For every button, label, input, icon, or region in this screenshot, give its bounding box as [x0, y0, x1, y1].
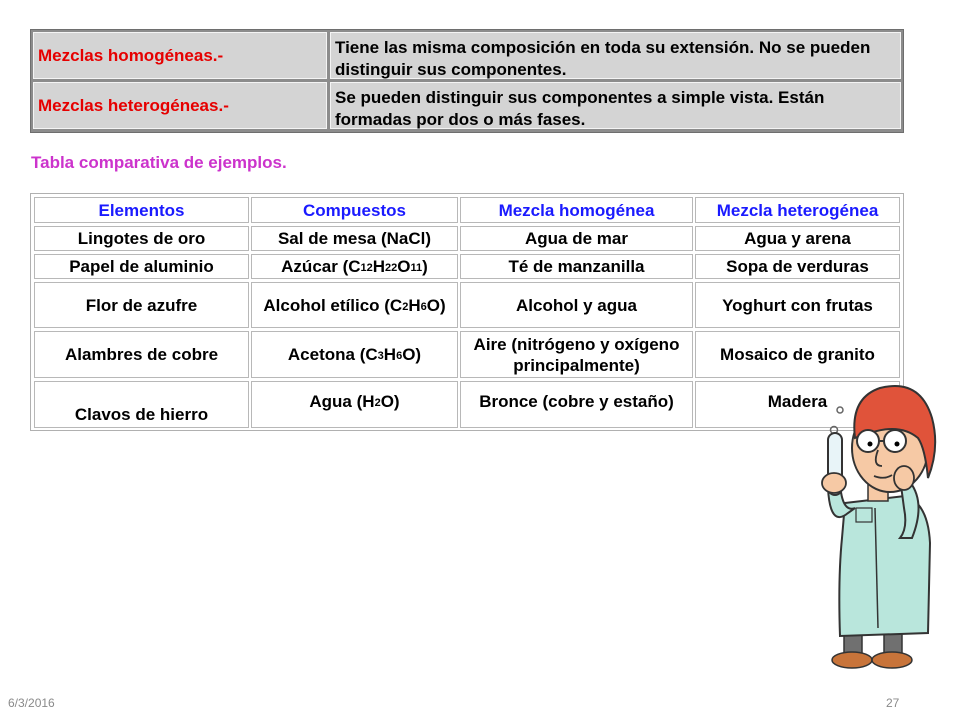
column-header: Mezcla homogénea	[460, 197, 693, 223]
table-cell: Clavos de hierro	[34, 381, 249, 428]
table-cell: Mosaico de granito	[695, 331, 900, 378]
column-header: Compuestos	[251, 197, 458, 223]
table-cell: Flor de azufre	[34, 282, 249, 328]
slide-date: 6/3/2016	[8, 696, 55, 710]
definitions-table	[30, 29, 904, 133]
table-cell: Aire (nitrógeno y oxígeno principalmente)	[460, 331, 693, 378]
table-cell: Té de manzanilla	[460, 254, 693, 279]
definition-row	[33, 32, 901, 79]
table-cell: Agua (H $_2$ O)	[251, 381, 458, 428]
slide-number: 27	[886, 696, 900, 710]
bubble-icon	[837, 407, 843, 413]
table-cell: Agua de mar	[460, 226, 693, 251]
table-cell: Lingotes de oro	[34, 226, 249, 251]
table-title: Tabla comparativa de ejemplos.	[31, 153, 287, 172]
table-cell: Sopa de verduras	[695, 254, 900, 279]
column-header: Elementos	[34, 197, 249, 223]
comparison-table	[30, 193, 904, 431]
table-cell: Yoghurt con frutas	[695, 282, 900, 328]
table-cell: Alcohol etílico (C $_2$ H $_6$ O)	[251, 282, 458, 328]
table-cell: Madera	[695, 381, 900, 428]
table-cell: Acetona (C $_3$ H $_6$ O)	[251, 331, 458, 378]
definition-term: Mezclas homogéneas.-	[33, 32, 327, 79]
scientist-illustration	[800, 378, 950, 678]
table-cell: Alcohol y agua	[460, 282, 693, 328]
shoe-icon	[872, 652, 912, 668]
definition-row	[33, 82, 901, 129]
column-header: Mezcla heterogénea	[695, 197, 900, 223]
shoe-icon	[832, 652, 872, 668]
table-cell: Bronce (cobre y estaño)	[460, 381, 693, 428]
glasses-icon	[857, 430, 879, 452]
table-cell: Azúcar (C $_{12}$ H $_{22}$ O $_{11}$ )	[251, 254, 458, 279]
table-cell: Agua y arena	[695, 226, 900, 251]
definition-description: Tiene las misma composición en toda su extensión. No se pueden distinguir sus componentes.	[330, 32, 901, 79]
definition-term: Mezclas heterogéneas.-	[33, 82, 327, 129]
table-cell: Papel de aluminio	[34, 254, 249, 279]
definition-description: Se pueden distinguir sus componentes a simple vista. Están formadas por dos o más fases.	[330, 82, 901, 129]
table-cell: Sal de mesa (NaCl)	[251, 226, 458, 251]
table-cell: Alambres de cobre	[34, 331, 249, 378]
